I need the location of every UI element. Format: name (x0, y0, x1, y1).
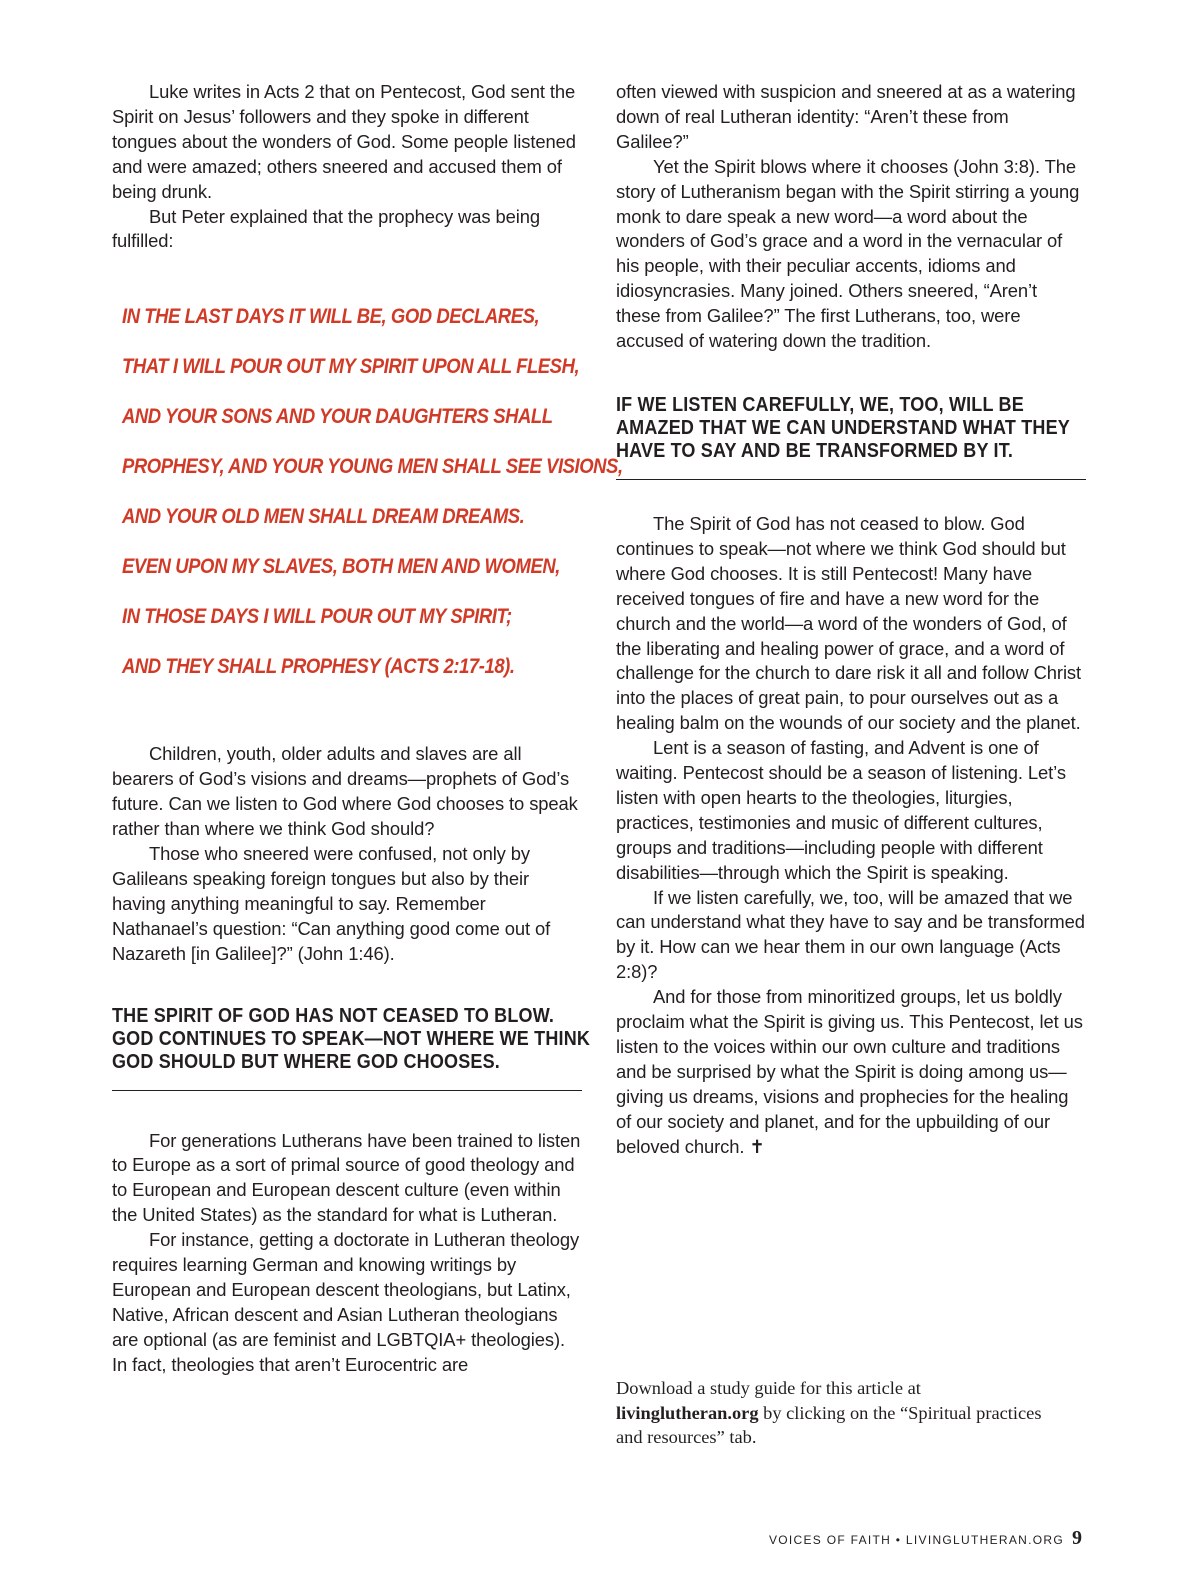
pull-quote-line: AMAZED THAT WE CAN UNDERSTAND WHAT THEY (616, 416, 1070, 439)
body-paragraph: The Spirit of God has not ceased to blow. God continues to speak—not where we think God should but where God chooses. It is still Pentecost! Many have received tongues of fire and have a new word for the church and the world—a word of the wonders of God, of the liberating and healing power of grace, and a word of challenge for the church to dare risk it all and follow Christ into the places of great pain, to pour ourselves out as a healing balm on the wounds of our society and the planet. (616, 512, 1082, 734)
study-guide-note (616, 1376, 1056, 1450)
body-paragraph: Children, youth, older adults and slaves are all bearers of God’s visions and dreams—prophets of God’s future. Can we listen to God where God chooses to speak rather than where we think God should? (112, 743, 578, 840)
body-paragraph: Lent is a season of fasting, and Advent is one of waiting. Pentecost should be a season of listening. Let’s listen with open hearts to the theologies, liturgies, practices, testimonies and music of different cultures, groups and traditions—including people with different disabilities—through which the Spirit is speaking. (616, 737, 1066, 883)
body-paragraph: If we listen carefully, we, too, will be amazed that we can understand what they have to say and be transformed by it. How can we hear them in our own language (Acts 2:8)? (616, 886, 1085, 983)
scripture-line: AND THEY SHALL PROPHESY (ACTS 2:17-18). (122, 655, 515, 679)
study-note-prefix: Download a study guide for this article at (616, 1378, 921, 1398)
pull-quote-line: GOD SHOULD BUT WHERE GOD CHOOSES. (112, 1050, 500, 1073)
body-paragraph: For instance, getting a doctorate in Lutheran theology requires learning German and knowing writings by European and European descent theologians, but Latinx, Native, African descent and Asian Lutheran theologians are optional (as are feminist and LGBTQIA+ theologies). In fact, theologies that aren’t Eurocentric are (112, 1229, 580, 1375)
body-paragraph: Luke writes in Acts 2 that on Pentecost, God sent the Spirit on Jesus’ followers and they spoke in different tongues about the wonders of God. Some people listened and were amazed; others sneered and accused them of being drunk. (112, 81, 576, 202)
pull-quote (112, 1004, 591, 1091)
body-paragraph: For generations Lutherans have been trained to listen to Europe as a sort of primal source of good theology and to European and European descent culture (even within the United States) as the standard for what is Lutheran. (112, 1129, 581, 1226)
body-paragraph: Yet the Spirit blows where it chooses (John 3:8). The story of Lutheranism began with the Spirit stirring a young monk to dare speak a new word—a word about the wonders of God’s grace and a word in the vernacular of his people, with their peculiar accents, idioms and idiosyncrasies. Many joined. Others sneered, “Aren’t these from Galilee?” The first Lutherans, too, were accused of watering down the tradition. (616, 155, 1080, 352)
scripture-line: PROPHESY, AND YOUR YOUNG MEN SHALL SEE VISIONS, (122, 455, 623, 479)
body-paragraph: often viewed with suspicion and sneered at as a watering down of real Lutheran identity: “Aren’t these from Galilee?” (616, 81, 1076, 152)
pull-quote (616, 394, 1086, 480)
page-footer (769, 1527, 1082, 1550)
scripture-line: AND YOUR SONS AND YOUR DAUGHTERS SHALL (122, 405, 553, 429)
left-column (112, 80, 623, 1378)
study-note-suffix: by clicking on the “Spiritual practices and resources” tab. (616, 1402, 1042, 1447)
scripture-line: AND YOUR OLD MEN SHALL DREAM DREAMS. (122, 505, 525, 529)
scripture-line: THAT I WILL POUR OUT MY SPIRIT UPON ALL FLESH, (122, 355, 580, 379)
footer-section-label: VOICES OF FAITH • LIVINGLUTHERAN.ORG (768, 1533, 1064, 1547)
right-column (616, 80, 1086, 1160)
pull-quote-line: THE SPIRIT OF GOD HAS NOT CEASED TO BLOW. (112, 1004, 555, 1027)
scripture-line: IN THE LAST DAYS IT WILL BE, GOD DECLARES, (122, 305, 540, 329)
page-number: 9 (1072, 1527, 1082, 1549)
study-note-link[interactable]: livinglutheran.org (616, 1402, 759, 1423)
body-paragraph: And for those from minoritized groups, let us boldly proclaim what the Spirit is giving us. This Pentecost, let us listen to the voices within our own culture and traditions and be surprised by what the Spirit is doing among us—giving us dreams, visions and prophecies for the healing of our society and planet, and for the upbuilding of our beloved church. ✝ (616, 986, 1083, 1157)
pull-quote-line: GOD CONTINUES TO SPEAK—NOT WHERE WE THINK (112, 1027, 591, 1050)
pull-quote-line: HAVE TO SAY AND BE TRANSFORMED BY IT. (616, 439, 1014, 462)
scripture-line: EVEN UPON MY SLAVES, BOTH MEN AND WOMEN, (122, 555, 560, 579)
scripture-line: IN THOSE DAYS I WILL POUR OUT MY SPIRIT; (122, 605, 512, 629)
body-paragraph: Those who sneered were confused, not only by Galileans speaking foreign tongues but also by their having anything meaningful to say. Remember Nathanael’s question: “Can anything good come out of Nazareth [in Galilee]?” (John 1:46). (112, 842, 551, 964)
pull-quote-line: IF WE LISTEN CAREFULLY, WE, TOO, WILL BE (616, 393, 1024, 416)
body-paragraph: But Peter explained that the prophecy was being fulfilled: (112, 205, 540, 252)
scripture-quote (112, 292, 623, 692)
